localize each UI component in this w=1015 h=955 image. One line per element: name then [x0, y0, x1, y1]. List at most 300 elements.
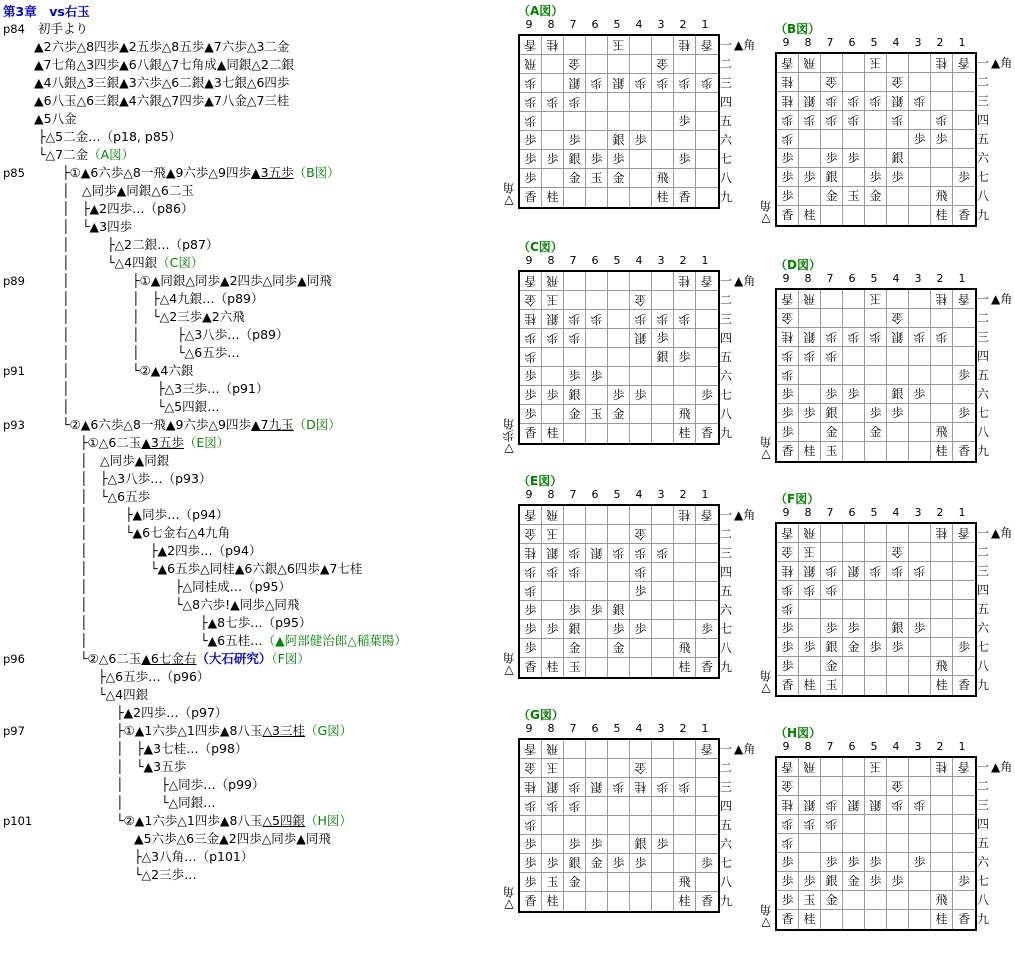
- board-square: [630, 386, 652, 405]
- board-square: [674, 563, 696, 582]
- board-square: [520, 835, 542, 854]
- board-square: [777, 815, 799, 834]
- shogi-piece: 歩: [524, 114, 537, 128]
- board-square: [696, 329, 718, 348]
- shogi-piece: 金: [634, 761, 647, 775]
- column-number: 5: [870, 506, 878, 519]
- shogi-board: [775, 52, 977, 227]
- row-number: 九: [720, 660, 733, 674]
- board-square: [799, 442, 821, 461]
- shogi-piece: 歩: [781, 113, 794, 127]
- board-square: [843, 92, 865, 111]
- shogi-piece: 桂: [935, 56, 948, 70]
- board-square: [821, 309, 843, 328]
- shogi-piece: 歩: [935, 113, 948, 127]
- row-number: 五: [720, 114, 733, 128]
- move-text: └△7二金: [38, 147, 89, 162]
- board-square: [674, 74, 696, 93]
- board-square: [865, 385, 887, 404]
- board-square: [931, 815, 953, 834]
- board-square: [865, 815, 887, 834]
- board-square: [887, 206, 909, 225]
- board-square: [799, 404, 821, 423]
- board-square: [696, 740, 718, 759]
- board-square: [630, 112, 652, 131]
- board-square: [520, 310, 542, 329]
- board-square: [843, 54, 865, 73]
- board-square: [630, 74, 652, 93]
- board-square: [953, 676, 975, 695]
- board-square: [564, 620, 586, 639]
- board-square: [520, 759, 542, 778]
- board-square: [909, 676, 931, 695]
- board-square: [630, 329, 652, 348]
- board-square: [799, 657, 821, 676]
- row-number: 九: [720, 894, 733, 908]
- shogi-piece: 桂: [781, 75, 794, 89]
- row-number: 一: [977, 292, 990, 306]
- row-number: 三: [977, 798, 990, 812]
- tree-line: ├△6五歩…（p96）: [98, 669, 210, 684]
- shogi-piece: 金: [847, 874, 860, 888]
- board-square: [887, 149, 909, 168]
- shogi-piece: 桂: [546, 894, 559, 908]
- board-square: [696, 892, 718, 911]
- shogi-piece: 歩: [634, 565, 647, 579]
- shogi-board: [775, 288, 977, 463]
- shogi-piece: 歩: [781, 349, 794, 363]
- tree-line: ▲5八金: [34, 111, 77, 126]
- shogi-piece: 飛: [678, 641, 691, 655]
- board-square: [909, 290, 931, 309]
- move-text: ├①▲6六歩△8一飛▲9六歩△9四歩: [62, 165, 251, 180]
- board-square: [821, 834, 843, 853]
- shogi-piece: 歩: [781, 425, 794, 439]
- research-note: （大石研究）: [196, 651, 272, 666]
- shogi-piece: 桂: [678, 660, 691, 674]
- column-number: 9: [782, 740, 790, 753]
- board-square: [542, 740, 564, 759]
- board-square: [843, 130, 865, 149]
- board-square: [586, 563, 608, 582]
- board-square: [564, 759, 586, 778]
- shogi-piece: 金: [869, 189, 882, 203]
- board-square: [909, 328, 931, 347]
- shogi-piece: 金: [612, 407, 625, 421]
- board-square: [674, 639, 696, 658]
- shogi-piece: 歩: [612, 152, 625, 166]
- board-square: [674, 544, 696, 563]
- board-square: [887, 543, 909, 562]
- shogi-piece: 銀: [590, 546, 603, 560]
- board-square: [652, 582, 674, 601]
- board-square: [696, 272, 718, 291]
- row-number: 一: [720, 38, 733, 52]
- board-square: [909, 853, 931, 872]
- sente-hand: ▲角: [991, 526, 1013, 540]
- board-square: [586, 506, 608, 525]
- row-number: 六: [720, 369, 733, 383]
- move-text: △3三桂: [262, 723, 306, 738]
- shogi-piece: 歩: [524, 133, 537, 147]
- board-square: [586, 329, 608, 348]
- page-ref: p96: [3, 652, 25, 666]
- board-square: [887, 581, 909, 600]
- shogi-piece: 金: [612, 171, 625, 185]
- board-square: [674, 601, 696, 620]
- board-square: [799, 54, 821, 73]
- tree-line: │ ├△3八歩…（p93）: [80, 471, 212, 486]
- move-text: │ └△4四銀: [62, 255, 158, 270]
- shogi-piece: 銀: [546, 312, 559, 326]
- board-square: [674, 892, 696, 911]
- diagram-title: （C図）: [518, 240, 563, 254]
- board-square: [696, 150, 718, 169]
- shogi-piece: 桂: [935, 678, 948, 692]
- shogi-piece: 歩: [847, 855, 860, 869]
- diagram-title: （D図）: [775, 258, 821, 272]
- shogi-piece: 歩: [781, 659, 794, 673]
- shogi-piece: 金: [634, 293, 647, 307]
- board-square: [608, 506, 630, 525]
- shogi-piece: 香: [524, 508, 537, 522]
- board-square: [931, 872, 953, 891]
- sente-hand: ▲角: [734, 38, 756, 52]
- shogi-piece: 桂: [546, 660, 559, 674]
- board-square: [520, 620, 542, 639]
- board-square: [953, 92, 975, 111]
- board-square: [931, 891, 953, 910]
- board-square: [696, 582, 718, 601]
- board-square: [564, 348, 586, 367]
- board-square: [652, 424, 674, 443]
- board-square: [865, 543, 887, 562]
- shogi-piece: 飛: [546, 508, 559, 522]
- board-square: [931, 290, 953, 309]
- board-square: [652, 291, 674, 310]
- board-square: [696, 658, 718, 677]
- board-square: [542, 272, 564, 291]
- board-square: [696, 424, 718, 443]
- board-square: [777, 910, 799, 929]
- board-square: [887, 910, 909, 929]
- board-square: [674, 310, 696, 329]
- shogi-piece: 歩: [678, 114, 691, 128]
- tree-line: [38, 146, 134, 164]
- column-number: 5: [870, 36, 878, 49]
- board-square: [652, 367, 674, 386]
- board-square: [821, 853, 843, 872]
- column-number: 3: [657, 722, 665, 735]
- row-number: 五: [977, 132, 990, 146]
- board-square: [674, 150, 696, 169]
- row-number: 九: [977, 912, 990, 926]
- shogi-piece: 金: [781, 779, 794, 793]
- column-number: 3: [914, 506, 922, 519]
- shogi-piece: 歩: [781, 583, 794, 597]
- shogi-piece: 飛: [803, 292, 816, 306]
- shogi-piece: 玉: [546, 875, 559, 889]
- shogi-piece: 歩: [869, 170, 882, 184]
- column-number: 4: [892, 506, 900, 519]
- shogi-piece: 歩: [869, 406, 882, 420]
- board-square: [821, 54, 843, 73]
- shogi-piece: 歩: [700, 622, 713, 636]
- column-number: 3: [914, 272, 922, 285]
- column-number: 3: [914, 740, 922, 753]
- board-square: [909, 758, 931, 777]
- shogi-piece: 飛: [803, 526, 816, 540]
- board-square: [931, 910, 953, 929]
- board-square: [652, 329, 674, 348]
- shogi-piece: 歩: [634, 133, 647, 147]
- board-square: [931, 777, 953, 796]
- board-square: [909, 149, 931, 168]
- board-square: [865, 442, 887, 461]
- tree-line: [116, 812, 352, 830]
- board-square: [564, 873, 586, 892]
- board-square: [542, 424, 564, 443]
- row-numbers: [977, 758, 989, 929]
- tree-line: │ ├△同桂成…（p95）: [80, 579, 292, 594]
- shogi-piece: 桂: [524, 312, 537, 326]
- board-square: [953, 54, 975, 73]
- board-square: [777, 872, 799, 891]
- shogi-piece: 歩: [568, 331, 581, 345]
- board-square: [777, 442, 799, 461]
- board-square: [865, 600, 887, 619]
- shogi-piece: 桂: [524, 546, 537, 560]
- diagram-title: （E図）: [518, 474, 563, 488]
- column-number: 2: [936, 36, 944, 49]
- board-square: [931, 130, 953, 149]
- shogi-piece: 飛: [803, 56, 816, 70]
- board-square: [696, 386, 718, 405]
- shogi-piece: 歩: [869, 640, 882, 654]
- shogi-piece: 金: [568, 171, 581, 185]
- board-square: [630, 601, 652, 620]
- board-square: [674, 854, 696, 873]
- shogi-piece: 香: [957, 208, 970, 222]
- board-square: [674, 93, 696, 112]
- board-square: [843, 524, 865, 543]
- shogi-piece: 歩: [803, 113, 816, 127]
- board-square: [652, 797, 674, 816]
- shogi-piece: 桂: [803, 444, 816, 458]
- shogi-piece: 玉: [612, 38, 625, 52]
- board-square: [520, 601, 542, 620]
- shogi-piece: 玉: [869, 292, 882, 306]
- board-square: [909, 777, 931, 796]
- board-square: [586, 854, 608, 873]
- board-square: [586, 93, 608, 112]
- board-square: [542, 93, 564, 112]
- board-square: [586, 759, 608, 778]
- board-square: [696, 544, 718, 563]
- board-square: [777, 581, 799, 600]
- shogi-piece: 歩: [612, 856, 625, 870]
- tree-line: │ │ ├△4九銀…（p89）: [62, 291, 264, 306]
- board-square: [953, 758, 975, 777]
- shogi-piece: 桂: [935, 292, 948, 306]
- board-square: [843, 853, 865, 872]
- board-square: [542, 74, 564, 93]
- board-square: [608, 873, 630, 892]
- board-square: [608, 112, 630, 131]
- board-square: [564, 740, 586, 759]
- board-square: [564, 854, 586, 873]
- board-square: [520, 272, 542, 291]
- board-square: [931, 73, 953, 92]
- board-square: [953, 404, 975, 423]
- column-number: 7: [569, 722, 577, 735]
- board-square: [608, 348, 630, 367]
- board-square: [799, 290, 821, 309]
- board-square: [931, 676, 953, 695]
- board-square: [887, 815, 909, 834]
- board-square: [542, 36, 564, 55]
- shogi-piece: 歩: [524, 369, 537, 383]
- row-number: 二: [720, 293, 733, 307]
- board-square: [777, 168, 799, 187]
- shogi-piece: 歩: [803, 170, 816, 184]
- board-square: [674, 835, 696, 854]
- board-square: [821, 619, 843, 638]
- board-square: [696, 36, 718, 55]
- board-square: [887, 168, 909, 187]
- column-number: 9: [525, 254, 533, 267]
- board-square: [586, 55, 608, 74]
- board-square: [931, 309, 953, 328]
- tree-line: └△4四銀: [98, 687, 149, 702]
- shogi-piece: 桂: [678, 894, 691, 908]
- board-square: [799, 853, 821, 872]
- move-text: △5四銀: [262, 813, 306, 828]
- board-square: [843, 657, 865, 676]
- board-square: [564, 367, 586, 386]
- shogi-board: [518, 270, 720, 445]
- board-square: [777, 758, 799, 777]
- board-square: [564, 424, 586, 443]
- shogi-piece: 歩: [568, 546, 581, 560]
- shogi-piece: 香: [957, 678, 970, 692]
- row-number: 七: [977, 170, 990, 184]
- row-number: 一: [720, 508, 733, 522]
- board-square: [799, 366, 821, 385]
- board-square: [909, 130, 931, 149]
- sente-hand: ▲角: [991, 56, 1013, 70]
- shogi-piece: 歩: [825, 583, 838, 597]
- board-square: [652, 835, 674, 854]
- board-square: [586, 525, 608, 544]
- board-square: [674, 36, 696, 55]
- board-square: [821, 130, 843, 149]
- column-number: 2: [679, 488, 687, 501]
- board-square: [586, 36, 608, 55]
- board-square: [799, 676, 821, 695]
- board-square: [887, 92, 909, 111]
- shogi-piece: 歩: [803, 583, 816, 597]
- shogi-piece: 金: [847, 640, 860, 654]
- board-square: [777, 524, 799, 543]
- shogi-piece: 金: [568, 875, 581, 889]
- shogi-piece: 歩: [678, 780, 691, 794]
- row-number: 二: [720, 57, 733, 71]
- board-square: [931, 796, 953, 815]
- row-number: 五: [720, 350, 733, 364]
- board-square: [652, 55, 674, 74]
- shogi-piece: 歩: [524, 818, 537, 832]
- shogi-piece: 香: [524, 190, 537, 204]
- tree-line: ├△5二金…（p18, p85）: [38, 129, 182, 144]
- board-square: [586, 582, 608, 601]
- shogi-piece: 飛: [546, 742, 559, 756]
- column-number: 7: [569, 254, 577, 267]
- board-square: [777, 54, 799, 73]
- shogi-piece: 銀: [825, 874, 838, 888]
- board-square: [608, 367, 630, 386]
- board-square: [652, 405, 674, 424]
- column-number: 4: [892, 36, 900, 49]
- row-number: 二: [977, 545, 990, 559]
- board-square: [630, 150, 652, 169]
- shogi-piece: 歩: [678, 350, 691, 364]
- board-square: [542, 778, 564, 797]
- board-square: [887, 638, 909, 657]
- board-square: [630, 873, 652, 892]
- row-number: 八: [720, 875, 733, 889]
- shogi-piece: 歩: [825, 113, 838, 127]
- board-square: [564, 658, 586, 677]
- board-square: [630, 835, 652, 854]
- shogi-piece: 歩: [781, 406, 794, 420]
- column-number: 6: [848, 36, 856, 49]
- board-square: [799, 385, 821, 404]
- board-square: [865, 92, 887, 111]
- board-square: [909, 891, 931, 910]
- column-number: 5: [870, 740, 878, 753]
- board-square: [865, 834, 887, 853]
- shogi-piece: 銀: [825, 406, 838, 420]
- board-square: [843, 891, 865, 910]
- shogi-piece: 歩: [913, 798, 926, 812]
- board-square: [564, 188, 586, 207]
- board-square: [843, 834, 865, 853]
- column-numbers: [775, 506, 973, 519]
- board-square: [865, 910, 887, 929]
- row-number: 五: [977, 836, 990, 850]
- board-square: [777, 853, 799, 872]
- tree-line: │ ├①▲同銀△同歩▲2四歩△同歩▲同飛: [62, 273, 332, 288]
- board-square: [909, 562, 931, 581]
- tree-line: │ └▲6七金右△4九角: [80, 525, 231, 540]
- shogi-piece: 香: [701, 742, 714, 756]
- shogi-piece: 歩: [634, 856, 647, 870]
- board-square: [564, 582, 586, 601]
- shogi-piece: 玉: [546, 527, 559, 541]
- board-square: [777, 111, 799, 130]
- shogi-piece: 歩: [869, 330, 882, 344]
- column-number: 1: [958, 740, 966, 753]
- board-square: [564, 291, 586, 310]
- shogi-piece: 歩: [568, 837, 581, 851]
- board-square: [909, 385, 931, 404]
- column-number: 8: [547, 254, 555, 267]
- board-square: [652, 386, 674, 405]
- board-square: [931, 168, 953, 187]
- board-square: [887, 834, 909, 853]
- shogi-piece: 香: [958, 56, 971, 70]
